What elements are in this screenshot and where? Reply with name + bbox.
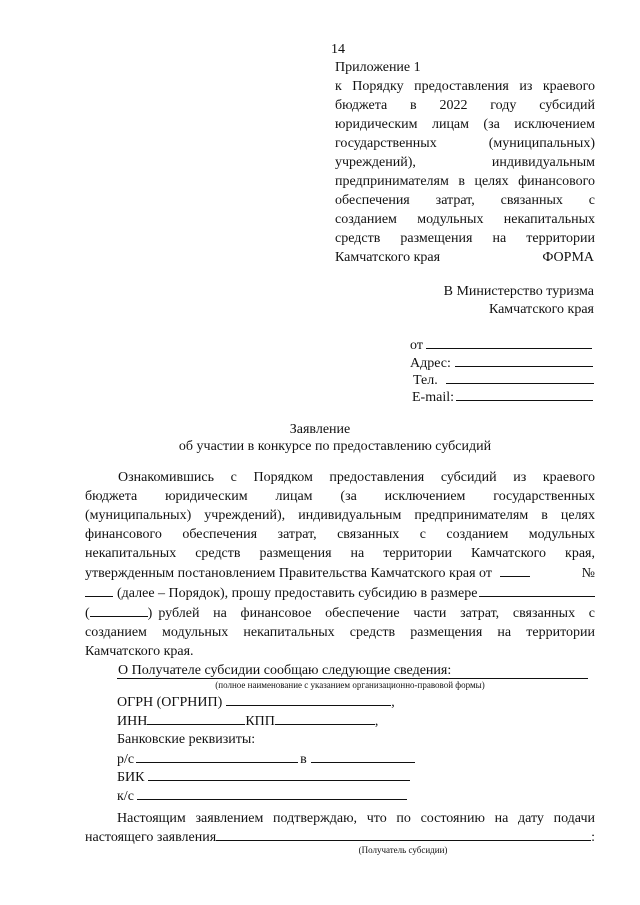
comma: ,	[391, 695, 395, 710]
ogrn-input[interactable]	[226, 692, 391, 706]
rs-label: р/с	[117, 752, 135, 767]
ks-label: к/с	[117, 789, 134, 804]
appendix-line: государственных (муниципальных)	[335, 136, 595, 151]
sender-email-label: E-mail:	[412, 390, 454, 405]
comma: ,	[374, 714, 379, 729]
colon: :	[591, 830, 595, 845]
recipient-name-input[interactable]	[117, 678, 588, 679]
addressee-line1: В Министерство туризма	[443, 284, 594, 299]
document-title: Заявление	[289, 422, 351, 437]
appendix-line: предпринимателям в целях финансового	[335, 174, 595, 189]
appendix-line: средств размещения на территории	[335, 231, 595, 246]
body-line	[85, 563, 595, 583]
body-line: некапитальных средств размещения на территории Камчатского края,	[85, 546, 595, 561]
sender-from-input[interactable]	[426, 335, 592, 349]
page-number: 14	[331, 42, 345, 57]
bik-field	[117, 767, 410, 787]
appendix-line: бюджета в 2022 году субсидий	[335, 98, 595, 113]
rs-input[interactable]	[136, 749, 298, 763]
sender-email-input[interactable]	[456, 387, 593, 401]
decree-number-input[interactable]	[85, 583, 113, 597]
appendix-line: обеспечения затрат, связанных с	[335, 193, 595, 208]
confirmation-line: Настоящим заявлением подтверждаю, что по состоянию на дату подачи	[117, 811, 595, 826]
addressee-line2: Камчатского края	[488, 302, 594, 317]
appendix-line: учреждений), индивидуальным	[335, 155, 595, 170]
sender-address-label: Адрес:	[410, 356, 451, 371]
confirmation-line	[85, 827, 595, 847]
bik-input[interactable]	[148, 767, 410, 781]
body-line: Ознакомившись с Порядком предоставления субсидий из краевого	[118, 470, 595, 485]
rs-field	[117, 749, 415, 769]
ogrn-label: ОГРН (ОГРНИП)	[117, 695, 223, 710]
bik-label: БИК	[117, 770, 145, 785]
ks-field	[117, 786, 407, 806]
sender-phone-label: Тел.	[413, 373, 438, 388]
body-line: О Получателе субсидии сообщаю следующие сведения:	[118, 663, 452, 678]
body-line	[85, 583, 595, 603]
document-subtitle: об участии в конкурсе по предоставлению субсидий	[178, 439, 492, 454]
sender-address-input[interactable]	[455, 353, 593, 367]
kpp-label: КПП	[245, 714, 275, 729]
appendix-line: Камчатского края	[335, 250, 441, 265]
rs-in-label: в	[300, 752, 307, 767]
body-line: ( ) рублей на финансовое обеспечение части затрат, связанных с	[85, 603, 595, 623]
body-line: Камчатского края.	[85, 644, 194, 659]
confirmation-text: настоящего заявления	[85, 830, 217, 845]
bank-details-label: Банковские реквизиты:	[117, 732, 256, 747]
body-line-text: (далее – Порядок), прошу предоставить субсидию в размере	[117, 586, 478, 601]
subsidy-amount-words-input[interactable]	[90, 603, 148, 617]
recipient-signature-input[interactable]	[216, 827, 591, 841]
sender-phone-input[interactable]	[446, 370, 594, 384]
body-line: бюджета юридическим лицам (за исключением государственных	[85, 489, 595, 504]
ogrn-field	[117, 692, 395, 712]
decree-date-input[interactable]	[500, 563, 530, 577]
body-line: созданием модульных некапитальных средств размещения на территории	[85, 625, 595, 640]
recipient-name-caption: (полное наименование с указанием организационно-правовой формы)	[215, 680, 485, 690]
sender-from-field	[410, 335, 592, 355]
body-line: финансового обеспечения затрат, связанных с созданием модульных	[85, 527, 595, 542]
recipient-caption: (Получатель субсидии)	[358, 845, 448, 855]
sender-from-label: от	[410, 338, 423, 353]
bank-name-input[interactable]	[311, 749, 415, 763]
body-line: (муниципальных) учреждений), индивидуальным предпринимателям в целях	[85, 508, 595, 523]
appendix-line: к Порядку предоставления из краевого	[335, 79, 595, 94]
inn-input[interactable]	[147, 711, 245, 725]
kpp-input[interactable]	[275, 711, 375, 725]
form-label: ФОРМА	[542, 250, 594, 265]
sender-email-field	[412, 387, 593, 407]
body-paragraph	[85, 468, 595, 680]
number-sign: №	[581, 566, 595, 581]
ks-input[interactable]	[137, 786, 407, 800]
appendix-line: созданием модульных некапитальных	[335, 212, 595, 227]
body-line-text: рублей на финансовое обеспечение части затрат, связанных с	[158, 606, 595, 621]
inn-kpp-field	[117, 711, 378, 731]
subsidy-amount-input[interactable]	[479, 583, 595, 597]
inn-label: ИНН	[117, 714, 148, 729]
appendix-title: Приложение 1	[335, 60, 421, 75]
body-line-text: утвержденным постановлением Правительства Камчатского края от	[85, 566, 492, 581]
appendix-block	[335, 58, 595, 267]
appendix-line: юридическим лицам (за исключением	[335, 117, 595, 132]
